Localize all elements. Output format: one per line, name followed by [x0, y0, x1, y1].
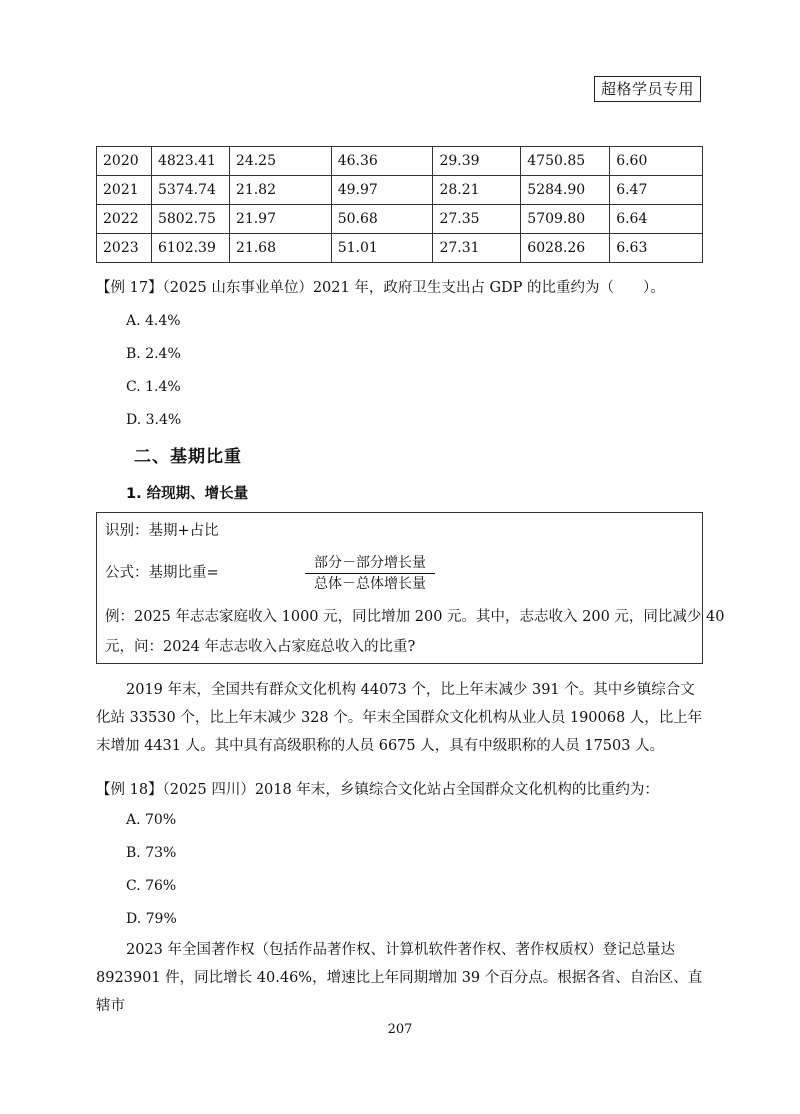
- table-cell: 6.63: [610, 234, 703, 263]
- table-cell: 4823.41: [151, 147, 229, 176]
- table-cell: 5802.75: [151, 205, 229, 234]
- table-cell: 21.82: [229, 176, 331, 205]
- example-17-question: 【例 17】（2025 山东事业单位）2021 年，政府卫生支出占 GDP 的比重约为（ ）。: [96, 280, 665, 296]
- table-cell: 27.35: [433, 205, 521, 234]
- table-cell: 28.21: [433, 176, 521, 205]
- table-cell: 51.01: [331, 234, 433, 263]
- subsection-title: 1. 给现期、增长量: [126, 486, 249, 502]
- example-17-option-d: D. 3.4%: [126, 412, 182, 428]
- table-row: [97, 176, 703, 205]
- section-title: 二、基期比重: [134, 447, 242, 467]
- table-cell: 21.97: [229, 205, 331, 234]
- example-17-option-b: B. 2.4%: [126, 346, 181, 362]
- formula-numerator: 部分－部分增长量: [305, 553, 435, 574]
- paragraph-copyright: 2023 年全国著作权（包括作品著作权、计算机软件著作权、著作权质权）登记总量达 8923901 件，同比增长 40.46%，增速比上年同期增加 39 个百分点。根据各省、自治区、直辖市: [96, 942, 703, 1014]
- formula-fraction: [305, 553, 435, 594]
- table-cell: 46.36: [331, 147, 433, 176]
- example-18-option-b: B. 73%: [126, 845, 177, 861]
- example-18-option-a: A. 70%: [126, 812, 177, 828]
- table-cell: 6.64: [610, 205, 703, 234]
- example-17-option-a: A. 4.4%: [126, 313, 181, 329]
- example-18-option-d: D. 79%: [126, 911, 177, 927]
- table-cell: 2022: [97, 205, 152, 234]
- table-cell: 2021: [97, 176, 152, 205]
- table-cell: 21.68: [229, 234, 331, 263]
- paragraph-cultural-institutions: 2019 年末，全国共有群众文化机构 44073 个，比上年末减少 391 个。其中乡镇综合文化站 33530 个，比上年末减少 328 个。年末全国群众文化机构从业人员 190068 人，比上年末增加 4431 人。其中具有高级职称的人员 6675 人，具有中级职称的人员 17503 人。: [96, 682, 703, 754]
- table-cell: 24.25: [229, 147, 331, 176]
- formula-denominator: 总体－总体增长量: [314, 576, 426, 592]
- box-example-line-1: 例：2025 年志志家庭收入 1000 元，同比增加 200 元。其中，志志收入 200 元，同比减少 40: [105, 609, 725, 625]
- table-cell: 4750.85: [521, 147, 610, 176]
- formula-box: [96, 512, 725, 664]
- table-cell: 5709.80: [521, 205, 610, 234]
- table-row: [97, 205, 703, 234]
- box-formula-prefix: 公式：基期比重=: [105, 565, 219, 581]
- example-18-question: 【例 18】（2025 四川）2018 年末，乡镇综合文化站占全国群众文化机构的比重约为：: [96, 782, 659, 798]
- table-cell: 2023: [97, 234, 152, 263]
- table-cell: 2020: [97, 147, 152, 176]
- table-row: [97, 234, 703, 263]
- table-cell: 6.47: [610, 176, 703, 205]
- table-cell: 6.60: [610, 147, 703, 176]
- page-number: 207: [387, 1022, 413, 1037]
- box-identify: 识别：基期+占比: [105, 523, 219, 539]
- table-cell: 5284.90: [521, 176, 610, 205]
- table-cell: 29.39: [433, 147, 521, 176]
- table-row: [97, 147, 703, 176]
- example-18-option-c: C. 76%: [126, 878, 177, 894]
- table-cell: 6028.26: [521, 234, 610, 263]
- table-cell: 6102.39: [151, 234, 229, 263]
- table-cell: 5374.74: [151, 176, 229, 205]
- box-example-line-2: 元，问：2024 年志志收入占家庭总收入的比重?: [105, 639, 416, 655]
- table-cell: 49.97: [331, 176, 433, 205]
- table-cell: 50.68: [331, 205, 433, 234]
- data-table: [96, 146, 703, 263]
- example-17-option-c: C. 1.4%: [126, 379, 181, 395]
- table-cell: 27.31: [433, 234, 521, 263]
- watermark-stamp: 超格学员专用: [594, 76, 701, 102]
